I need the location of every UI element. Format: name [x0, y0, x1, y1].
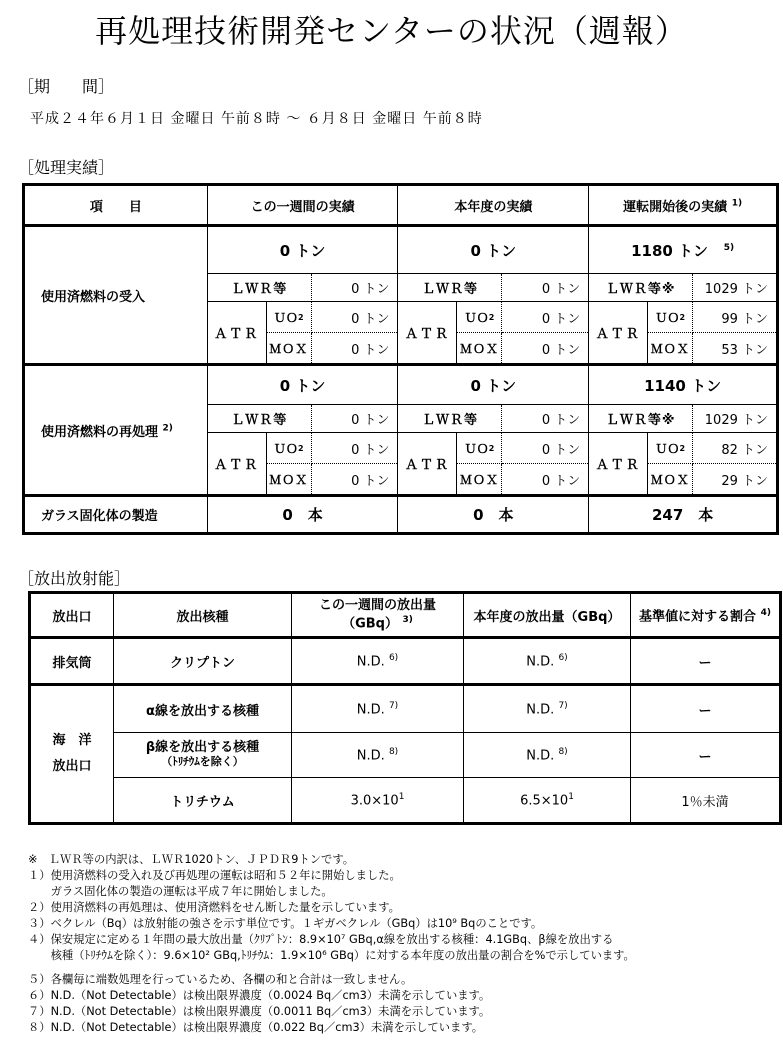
- header-total-label: 運転開始後の実績: [623, 199, 728, 215]
- mox-value: 0 トン: [541, 342, 581, 358]
- receive-total-note: 5): [723, 242, 735, 253]
- footnote: ５）各欄毎に端数処理を行っているため、各欄の和と合計は一致しません。: [28, 973, 413, 986]
- reprocess-breakdown-cum: [589, 405, 778, 496]
- footnote: 核種（ﾄﾘﾁｳﾑを除く）：9.6×10² GBq,ﾄﾘﾁｳﾑ：1.9×10⁶ GBq）に対する本年度の放出量の割合を%で示しています。: [28, 949, 635, 962]
- header-week-emission: この一週間の放出量（GBq） $^{3)}$: [292, 593, 464, 638]
- uo2-label: ＵＯ 2: [647, 302, 693, 333]
- footnote: ※ ＬＷＲ等の内訳は、ＬＷＲ1020トン、ＪＰＤＲ9トンです。: [28, 853, 355, 866]
- reprocess-total-week: 0 トン: [207, 365, 398, 405]
- receive-total-cum: [589, 226, 778, 274]
- lwr-label: ＬＷＲ等※: [589, 274, 693, 302]
- footnote: １）使用済燃料の受入れ及び再処理の運転は昭和５２年に開始しました。: [28, 869, 401, 882]
- lwr-value: 0 トン: [502, 274, 588, 302]
- lwr-label: ＬＷＲ等: [398, 405, 502, 433]
- uo2-label: ＵＯ 2: [456, 302, 502, 333]
- uo2-label: ＵＯ 2: [647, 433, 693, 464]
- atr-label: ＡＴＲ: [404, 327, 450, 342]
- lwr-value: 1029 トン: [693, 274, 776, 302]
- lwr-value: 0 トン: [312, 405, 398, 433]
- lwr-label: ＬＷＲ等※: [589, 405, 693, 433]
- lwr-value: 0 トン: [312, 274, 398, 302]
- sea-beta-week: N.D. $^{8)}$: [292, 733, 464, 778]
- period-text: 平成２４年６月１日 金曜日 午前８時 ～ ６月８日 金曜日 午前８時: [30, 111, 483, 127]
- lwr-value: 1029 トン: [693, 405, 776, 433]
- header-item: 項 目: [24, 185, 208, 226]
- page-title: 再処理技術開発センターの状況（週報）: [95, 12, 688, 50]
- sea-alpha-year: N.D. $^{7)}$: [464, 685, 631, 733]
- lwr-value: 0 トン: [502, 405, 588, 433]
- receive-breakdown-year: [398, 274, 589, 365]
- sea-beta-year: N.D. $^{8)}$: [464, 733, 631, 778]
- atr-label: ＡＴＲ: [214, 458, 260, 473]
- stack-nuclide: クリプトン: [114, 638, 292, 685]
- uo2-value: 99 トン: [693, 302, 776, 333]
- uo2-value: 0 トン: [502, 433, 588, 464]
- footnote: ２）使用済燃料の再処理は、使用済燃料をせん断した量を示しています。: [28, 901, 400, 914]
- footnote: ８）N.D.（Not Detectable）は検出限界濃度（0.022 Bq／cm3）未満を示しています。: [28, 1021, 484, 1034]
- sea-outlet-line2: 放出口: [52, 759, 92, 774]
- receive-total-year: 0 トン: [398, 226, 589, 274]
- glass-label: ガラス固化体の製造: [24, 496, 208, 534]
- stack-outlet: 排気筒: [30, 638, 114, 685]
- stack-week: N.D. $^{6)}$: [292, 638, 464, 685]
- mox-label: ＭＯＸ: [266, 464, 312, 494]
- period-heading: ［期 間］: [18, 77, 115, 96]
- atr-label: ＡＴＲ: [214, 327, 260, 342]
- header-week: この一週間の実績: [207, 185, 398, 226]
- header-ratio: 基準値に対する割合 $^{4)}$: [631, 593, 781, 638]
- header-year: 本年度の実績: [398, 185, 589, 226]
- sea-alpha-nuclide: α線を放出する核種: [114, 685, 292, 733]
- receive-total-week: 0 トン: [207, 226, 398, 274]
- uo2-label: ＵＯ 2: [266, 302, 312, 333]
- emission-table: [28, 591, 782, 825]
- reprocess-total-year: 0 トン: [398, 365, 589, 405]
- mox-label: ＭＯＸ: [456, 464, 502, 494]
- receive-label: 使用済燃料の受入: [24, 226, 208, 365]
- sea-alpha-ratio: ー: [631, 685, 781, 733]
- lwr-label: ＬＷＲ等: [208, 274, 312, 302]
- receive-breakdown-cum: [589, 274, 778, 365]
- sea-tritium-ratio: 1％未満: [631, 778, 781, 824]
- footnote: ６）N.D.（Not Detectable）は検出限界濃度（0.0024 Bq／cm3）未満を示しています。: [28, 989, 491, 1002]
- reprocess-label: 使用済燃料の再処理 $^{2)}$: [24, 365, 208, 496]
- lwr-label: ＬＷＲ等: [208, 405, 312, 433]
- atr-label: ＡＴＲ: [404, 458, 450, 473]
- receive-total-cum-value: 1180 トン: [631, 241, 709, 260]
- mox-label: ＭＯＸ: [647, 464, 693, 494]
- receive-breakdown-week: [207, 274, 398, 365]
- mox-label: ＭＯＸ: [266, 333, 312, 363]
- sea-tritium-week: $3.0\times 10^1$: [292, 778, 464, 824]
- glass-cum: 247 本: [589, 496, 778, 534]
- mox-value: 0 トン: [351, 342, 390, 358]
- processing-table: [22, 183, 779, 535]
- header-year-emission: 本年度の放出量（GBq）: [464, 593, 631, 638]
- header-outlet: 放出口: [30, 593, 114, 638]
- uo2-value: 0 トン: [312, 302, 398, 333]
- uo2-value: 0 トン: [312, 433, 398, 464]
- header-total-note: 1): [731, 198, 743, 209]
- footnotes: [28, 852, 780, 1036]
- mox-value: 0 トン: [541, 473, 581, 489]
- atr-label: ＡＴＲ: [595, 327, 641, 342]
- sea-tritium-year: $6.5\times 10^1$: [464, 778, 631, 824]
- reprocess-breakdown-week: [207, 405, 398, 496]
- glass-year: 0 本: [398, 496, 589, 534]
- sea-outlet-line1: 海 洋: [52, 733, 92, 748]
- atr-label: ＡＴＲ: [595, 458, 641, 473]
- uo2-value: 82 トン: [693, 433, 776, 464]
- mox-label: ＭＯＸ: [456, 333, 502, 363]
- sea-beta-nuclide: β線を放出する核種 （ﾄﾘﾁｳﾑを除く）: [114, 733, 292, 778]
- mox-value: 29 トン: [721, 473, 768, 489]
- processing-heading: ［処理実績］: [18, 158, 115, 177]
- sea-tritium-nuclide: トリチウム: [114, 778, 292, 824]
- footnote: ３）ベクレル（Bq）は放射能の強さを示す単位です。１ギガベクレル（GBq）は10⁹ Bqのことです。: [28, 917, 543, 930]
- uo2-value: 0 トン: [502, 302, 588, 333]
- sea-beta-ratio: ー: [631, 733, 781, 778]
- glass-week: 0 本: [207, 496, 398, 534]
- mox-value: 0 トン: [351, 473, 390, 489]
- header-total: [589, 185, 778, 226]
- lwr-label: ＬＷＲ等: [398, 274, 502, 302]
- stack-year: N.D. $^{6)}$: [464, 638, 631, 685]
- footnote: ７）N.D.（Not Detectable）は検出限界濃度（0.0011 Bq／cm3）未満を示しています。: [28, 1005, 491, 1018]
- mox-label: ＭＯＸ: [647, 333, 693, 363]
- stack-ratio: ー: [631, 638, 781, 685]
- sea-alpha-week: N.D. $^{7)}$: [292, 685, 464, 733]
- footnote: ガラス固化体の製造の運転は平成７年に開始しました。: [28, 885, 333, 898]
- sea-outlet: [30, 685, 114, 824]
- uo2-label: ＵＯ 2: [266, 433, 312, 464]
- uo2-label: ＵＯ 2: [456, 433, 502, 464]
- reprocess-breakdown-year: [398, 405, 589, 496]
- header-nuclide: 放出核種: [114, 593, 292, 638]
- reprocess-total-cum: 1140 トン: [589, 365, 778, 405]
- mox-value: 53 トン: [721, 342, 768, 358]
- emission-heading: ［放出放射能］: [18, 569, 131, 588]
- footnote: ４）保安規定に定める１年間の最大放出量（ｸﾘﾌﾟﾄﾝ：8.9×10⁷ GBq,α線を放出する核種：4.1GBq、β線を放出する: [28, 933, 614, 946]
